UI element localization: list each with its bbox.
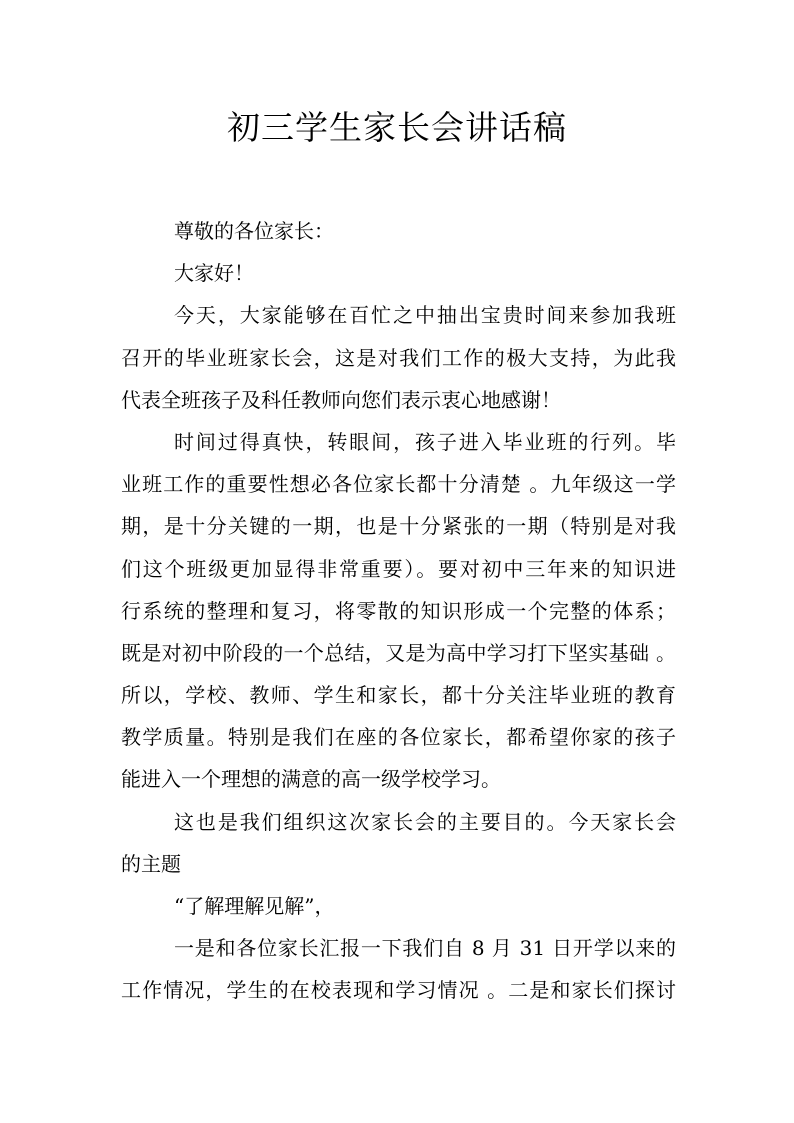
text-line: 尊敬的各位家长： <box>174 219 334 243</box>
text-line: 大家好！ <box>174 261 254 286</box>
text-line: 能进入一个理想的满意的高一级学校学习。 <box>121 767 501 792</box>
text-line: “了解理解见解”， <box>174 894 335 918</box>
text-line: 业班工作的重要性想必各位家长都十分清楚 。九年级这一学 <box>121 472 676 497</box>
text-line: 教学质量。特别是我们在座的各位家长，都希望你家的孩子 <box>121 725 676 750</box>
document-body <box>121 210 676 1012</box>
text-line: 行系统的整理和复习，将零散的知识形成一个完整的体系； <box>121 598 676 623</box>
text-line: 今天，大家能够在百忙之中抽出宝贵时间来参加我班 <box>174 303 676 328</box>
text-line: 的主题 <box>121 851 181 876</box>
document-title: 初三学生家长会讲话稿 <box>227 108 567 147</box>
text-line: 工作情况，学生的在校表现和学习情况 。二是和家长们探讨 <box>121 978 676 1003</box>
text-line: 代表全班孩子及科任教师向您们表示衷心地感谢！ <box>121 387 561 412</box>
text-line: 时间过得真快，转眼间，孩子进入毕业班的行列。毕 <box>174 429 676 454</box>
text-line: 召开的毕业班家长会，这是对我们工作的极大支持，为此我 <box>121 345 676 370</box>
text-line: 这也是我们组织这次家长会的主要目的。今天家长会 <box>174 809 676 834</box>
text-line: 一是和各位家长汇报一下我们自 8 月 31 日开学以来的 <box>174 936 676 961</box>
text-line: 期，是十分关键的一期，也是十分紧张的一期（特别是对我 <box>121 514 676 539</box>
text-line: 们这个班级更加显得非常重要）。要对初中三年来的知识进 <box>121 556 676 581</box>
text-line: 既是对初中阶段的一个总结，又是为高中学习打下坚实基础 。 <box>121 640 676 665</box>
text-line: 所以，学校、教师、学生和家长，都十分关注毕业班的教育 <box>121 683 676 708</box>
